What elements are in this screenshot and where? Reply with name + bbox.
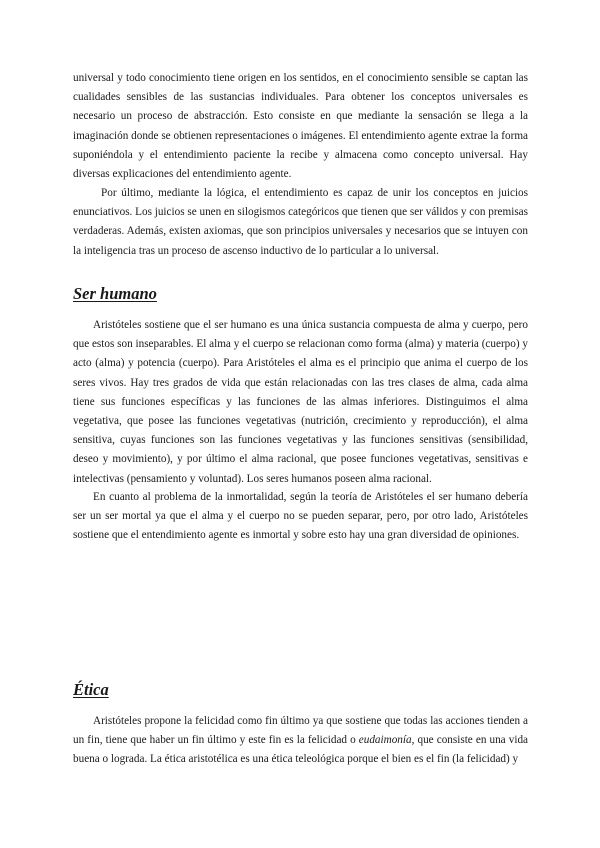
- paragraph-etica-term: eudaimonía: [358, 734, 412, 747]
- paragraph-etica-text-start: Aristóteles propone la felicidad como fin último ya que sostiene que todas las acciones tienden a un fin, tiene que haber un fin último y este fin es la felicidad o: [73, 715, 528, 747]
- paragraph-abstraccion: universal y todo conocimiento tiene origen en los sentidos, en el conocimiento sensible se captan las cualidades sensibles de las sustancias individuales. Para obtener los conceptos universales es necesario un proceso de abstracción. Esto consiste en que mediante la sensación se llega a la imaginación donde se obtienen representaciones o imágenes. El entendimiento agente extrae la forma suponiéndola y el entendimiento paciente la recibe y almacena como concepto universal. Hay diversas explicaciones del entendimiento agente.: [73, 72, 528, 181]
- paragraph-logica: Por último, mediante la lógica, el entendimiento es capaz de unir los conceptos en juicios enunciativos. Los juicios se unen en silogismos categóricos que tienen que ser válidos y con premisas verdaderas. Además, existen axiomas, que son principios universales y necesarios que se intuyen con la inteligencia tras un proceso de ascenso inductivo de lo particular a lo universal.: [73, 187, 528, 257]
- heading-ser-humano: Ser humano: [73, 284, 157, 303]
- heading-etica: Ética: [73, 680, 109, 699]
- paragraph-etica-text-end: , que consiste en una vida buena o lograda. La ética aristotélica es una ética teleológica porque el bien es el fin (la felicidad) y: [73, 734, 528, 766]
- paragraph-etica: [73, 712, 528, 770]
- paragraph-inmortalidad: En cuanto al problema de la inmortalidad, según la teoría de Aristóteles el ser humano debería ser un ser mortal ya que el alma y el cuerpo no se pueden separar, pero, por otro lado, Aristóteles sostiene que el entendimiento agente es inmortal y sobre esto hay una gran diversidad de opiniones.: [73, 491, 528, 542]
- paragraph-ser-humano: Aristóteles sostiene que el ser humano es una única sustancia compuesta de alma y cuerpo, pero que estos son inseparables. El alma y el cuerpo se relacionan como forma (alma) y materia (cuerpo) y acto (alma) y potencia (cuerpo). Para Aristóteles el alma es el principio que anima el cuerpo de los seres vivos. Hay tres grados de vida que están relacionadas con las tres clases de alma, cada alma tiene sus funciones específicas y las funciones de las almas inferiores. Distinguimos el alma vegetativa, que posee las funciones vegetativas (nutrición, crecimiento y reproducción), el alma sensitiva, cuyas funciones son las funciones vegetativas y las funciones sensitivas (sensibilidad, deseo y movimiento), y por último el alma racional, que posee funciones vegetativas, sensitivas e intelectivas (pensamiento y voluntad). Los seres humanos poseen alma racional.: [73, 319, 528, 485]
